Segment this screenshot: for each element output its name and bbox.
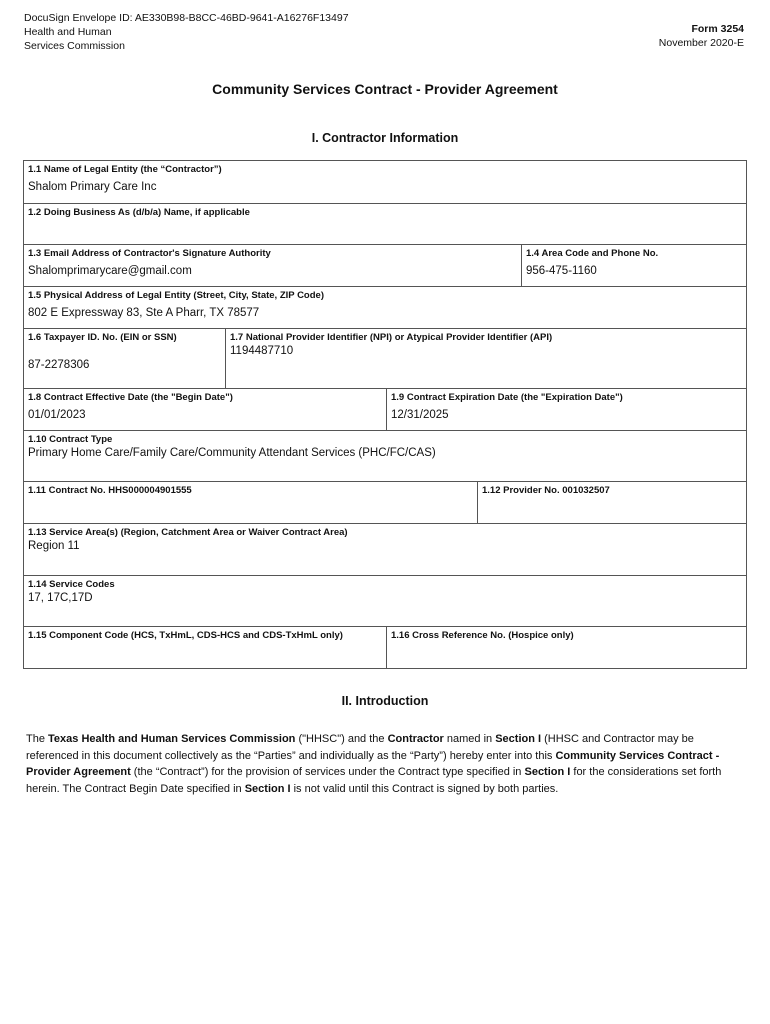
row-1-3 bbox=[24, 245, 746, 287]
agency-name-line2: Services Commission bbox=[24, 40, 125, 52]
field-legal-entity-name[interactable] bbox=[24, 161, 746, 203]
row-1-2 bbox=[24, 204, 746, 245]
field-begin-date[interactable] bbox=[24, 389, 386, 430]
row-1-1 bbox=[24, 161, 746, 204]
field-taxpayer-id[interactable] bbox=[24, 329, 225, 388]
field-label: 1.7 National Provider Identifier (NPI) or Atypical Provider Identifier (API) bbox=[230, 332, 553, 343]
field-label: 1.9 Contract Expiration Date (the "Expiration Date") bbox=[391, 392, 623, 403]
row-1-10 bbox=[24, 431, 746, 482]
field-value: 956-475-1160 bbox=[526, 265, 597, 277]
field-expiration-date[interactable] bbox=[386, 389, 746, 430]
field-value: 1194487710 bbox=[230, 345, 294, 357]
field-contract-no[interactable] bbox=[24, 482, 477, 523]
page-title: Community Services Contract - Provider Agreement bbox=[212, 81, 558, 97]
row-1-14 bbox=[24, 576, 746, 627]
intro-text: (the “Contract”) for the provision of services under the Contract type specified in bbox=[130, 766, 525, 778]
field-value: 802 E Expressway 83, Ste A Pharr, TX 78577 bbox=[28, 307, 260, 319]
section-2-title: II. Introduction bbox=[341, 694, 429, 708]
row-1-13 bbox=[24, 524, 746, 576]
field-label: 1.4 Area Code and Phone No. bbox=[526, 248, 659, 259]
intro-bold: Contractor bbox=[387, 733, 444, 745]
field-cross-reference-no[interactable] bbox=[386, 627, 746, 668]
field-value: 87-2278306 bbox=[28, 359, 90, 371]
contractor-info-table bbox=[23, 160, 747, 669]
field-value: 17, 17C,17D bbox=[28, 592, 93, 604]
envelope-id: DocuSign Envelope ID: AE330B98-B8CC-46BD-9641-A16276F13497 bbox=[24, 12, 349, 24]
field-component-code[interactable] bbox=[24, 627, 386, 668]
document-header-right bbox=[659, 22, 744, 50]
form-number: Form 3254 bbox=[691, 23, 744, 35]
row-1-5 bbox=[24, 287, 746, 329]
row-1-8 bbox=[24, 389, 746, 431]
field-label: 1.16 Cross Reference No. (Hospice only) bbox=[391, 630, 574, 641]
field-label: 1.2 Doing Business As (d/b/a) Name, if applicable bbox=[28, 207, 250, 218]
intro-bold: Section I bbox=[495, 733, 542, 745]
intro-text: The bbox=[26, 733, 49, 745]
agency-name-line1: Health and Human bbox=[24, 26, 112, 38]
intro-bold: Texas Health and Human Services Commission bbox=[48, 733, 296, 745]
field-value: 12/31/2025 bbox=[391, 409, 449, 421]
field-value: Primary Home Care/Family Care/Community Attendant Services (PHC/FC/CAS) bbox=[28, 447, 436, 459]
field-value: 01/01/2023 bbox=[28, 409, 86, 421]
intro-bold: Section I bbox=[244, 782, 291, 795]
row-1-6 bbox=[24, 329, 746, 389]
field-physical-address[interactable] bbox=[24, 287, 746, 328]
field-label: 1.15 Component Code (HCS, TxHmL, CDS-HCS and CDS-TxHmL only) bbox=[28, 630, 343, 641]
intro-text: (HHSC and Contractor may be referenced in this document collectively as the “Parties” and individually as the “Party”) hereby enter into this bbox=[26, 733, 694, 762]
intro-bold: Section I bbox=[524, 766, 571, 778]
field-dba-name[interactable] bbox=[24, 204, 746, 244]
form-date: November 2020-E bbox=[658, 37, 744, 49]
field-label: 1.6 Taxpayer ID. No. (EIN or SSN) bbox=[28, 332, 177, 343]
intro-text: is not valid until this Contract is signed by both parties. bbox=[290, 782, 559, 795]
intro-text: for the considerations set forth herein. The Contract Begin Date specified in bbox=[26, 766, 722, 795]
intro-text: named in bbox=[443, 733, 496, 745]
field-label: 1.5 Physical Address of Legal Entity (Street, City, State, ZIP Code) bbox=[28, 290, 324, 301]
document-header-left bbox=[24, 11, 349, 53]
intro-text: ("HHSC") and the bbox=[295, 733, 388, 745]
field-phone-number[interactable] bbox=[521, 245, 746, 286]
row-1-15 bbox=[24, 627, 746, 668]
field-label: 1.1 Name of Legal Entity (the “Contractor”) bbox=[28, 164, 222, 175]
field-contract-type[interactable] bbox=[24, 431, 746, 481]
field-label: 1.12 Provider No. 001032507 bbox=[482, 485, 610, 496]
intro-bold: Community Services Contract - Provider Agreement bbox=[26, 749, 720, 778]
field-label: 1.13 Service Area(s) (Region, Catchment Area or Waiver Contract Area) bbox=[28, 527, 348, 538]
field-label: 1.3 Email Address of Contractor's Signature Authority bbox=[28, 248, 271, 259]
field-value: Shalom Primary Care Inc bbox=[28, 181, 157, 193]
field-label: 1.8 Contract Effective Date (the "Begin Date") bbox=[28, 392, 233, 403]
field-label: 1.14 Service Codes bbox=[28, 579, 115, 590]
field-service-codes[interactable] bbox=[24, 576, 746, 626]
field-label: 1.11 Contract No. HHS000004901555 bbox=[28, 485, 192, 496]
field-provider-no[interactable] bbox=[477, 482, 746, 523]
row-1-11 bbox=[24, 482, 746, 524]
field-service-area[interactable] bbox=[24, 524, 746, 575]
section-1-title: I. Contractor Information bbox=[311, 131, 459, 145]
field-email-address[interactable] bbox=[24, 245, 521, 286]
field-value: Region 11 bbox=[28, 540, 80, 552]
field-npi[interactable] bbox=[225, 329, 746, 388]
field-value: Shalomprimarycare@gmail.com bbox=[28, 265, 192, 277]
introduction-paragraph bbox=[26, 731, 748, 797]
field-label: 1.10 Contract Type bbox=[28, 434, 113, 445]
